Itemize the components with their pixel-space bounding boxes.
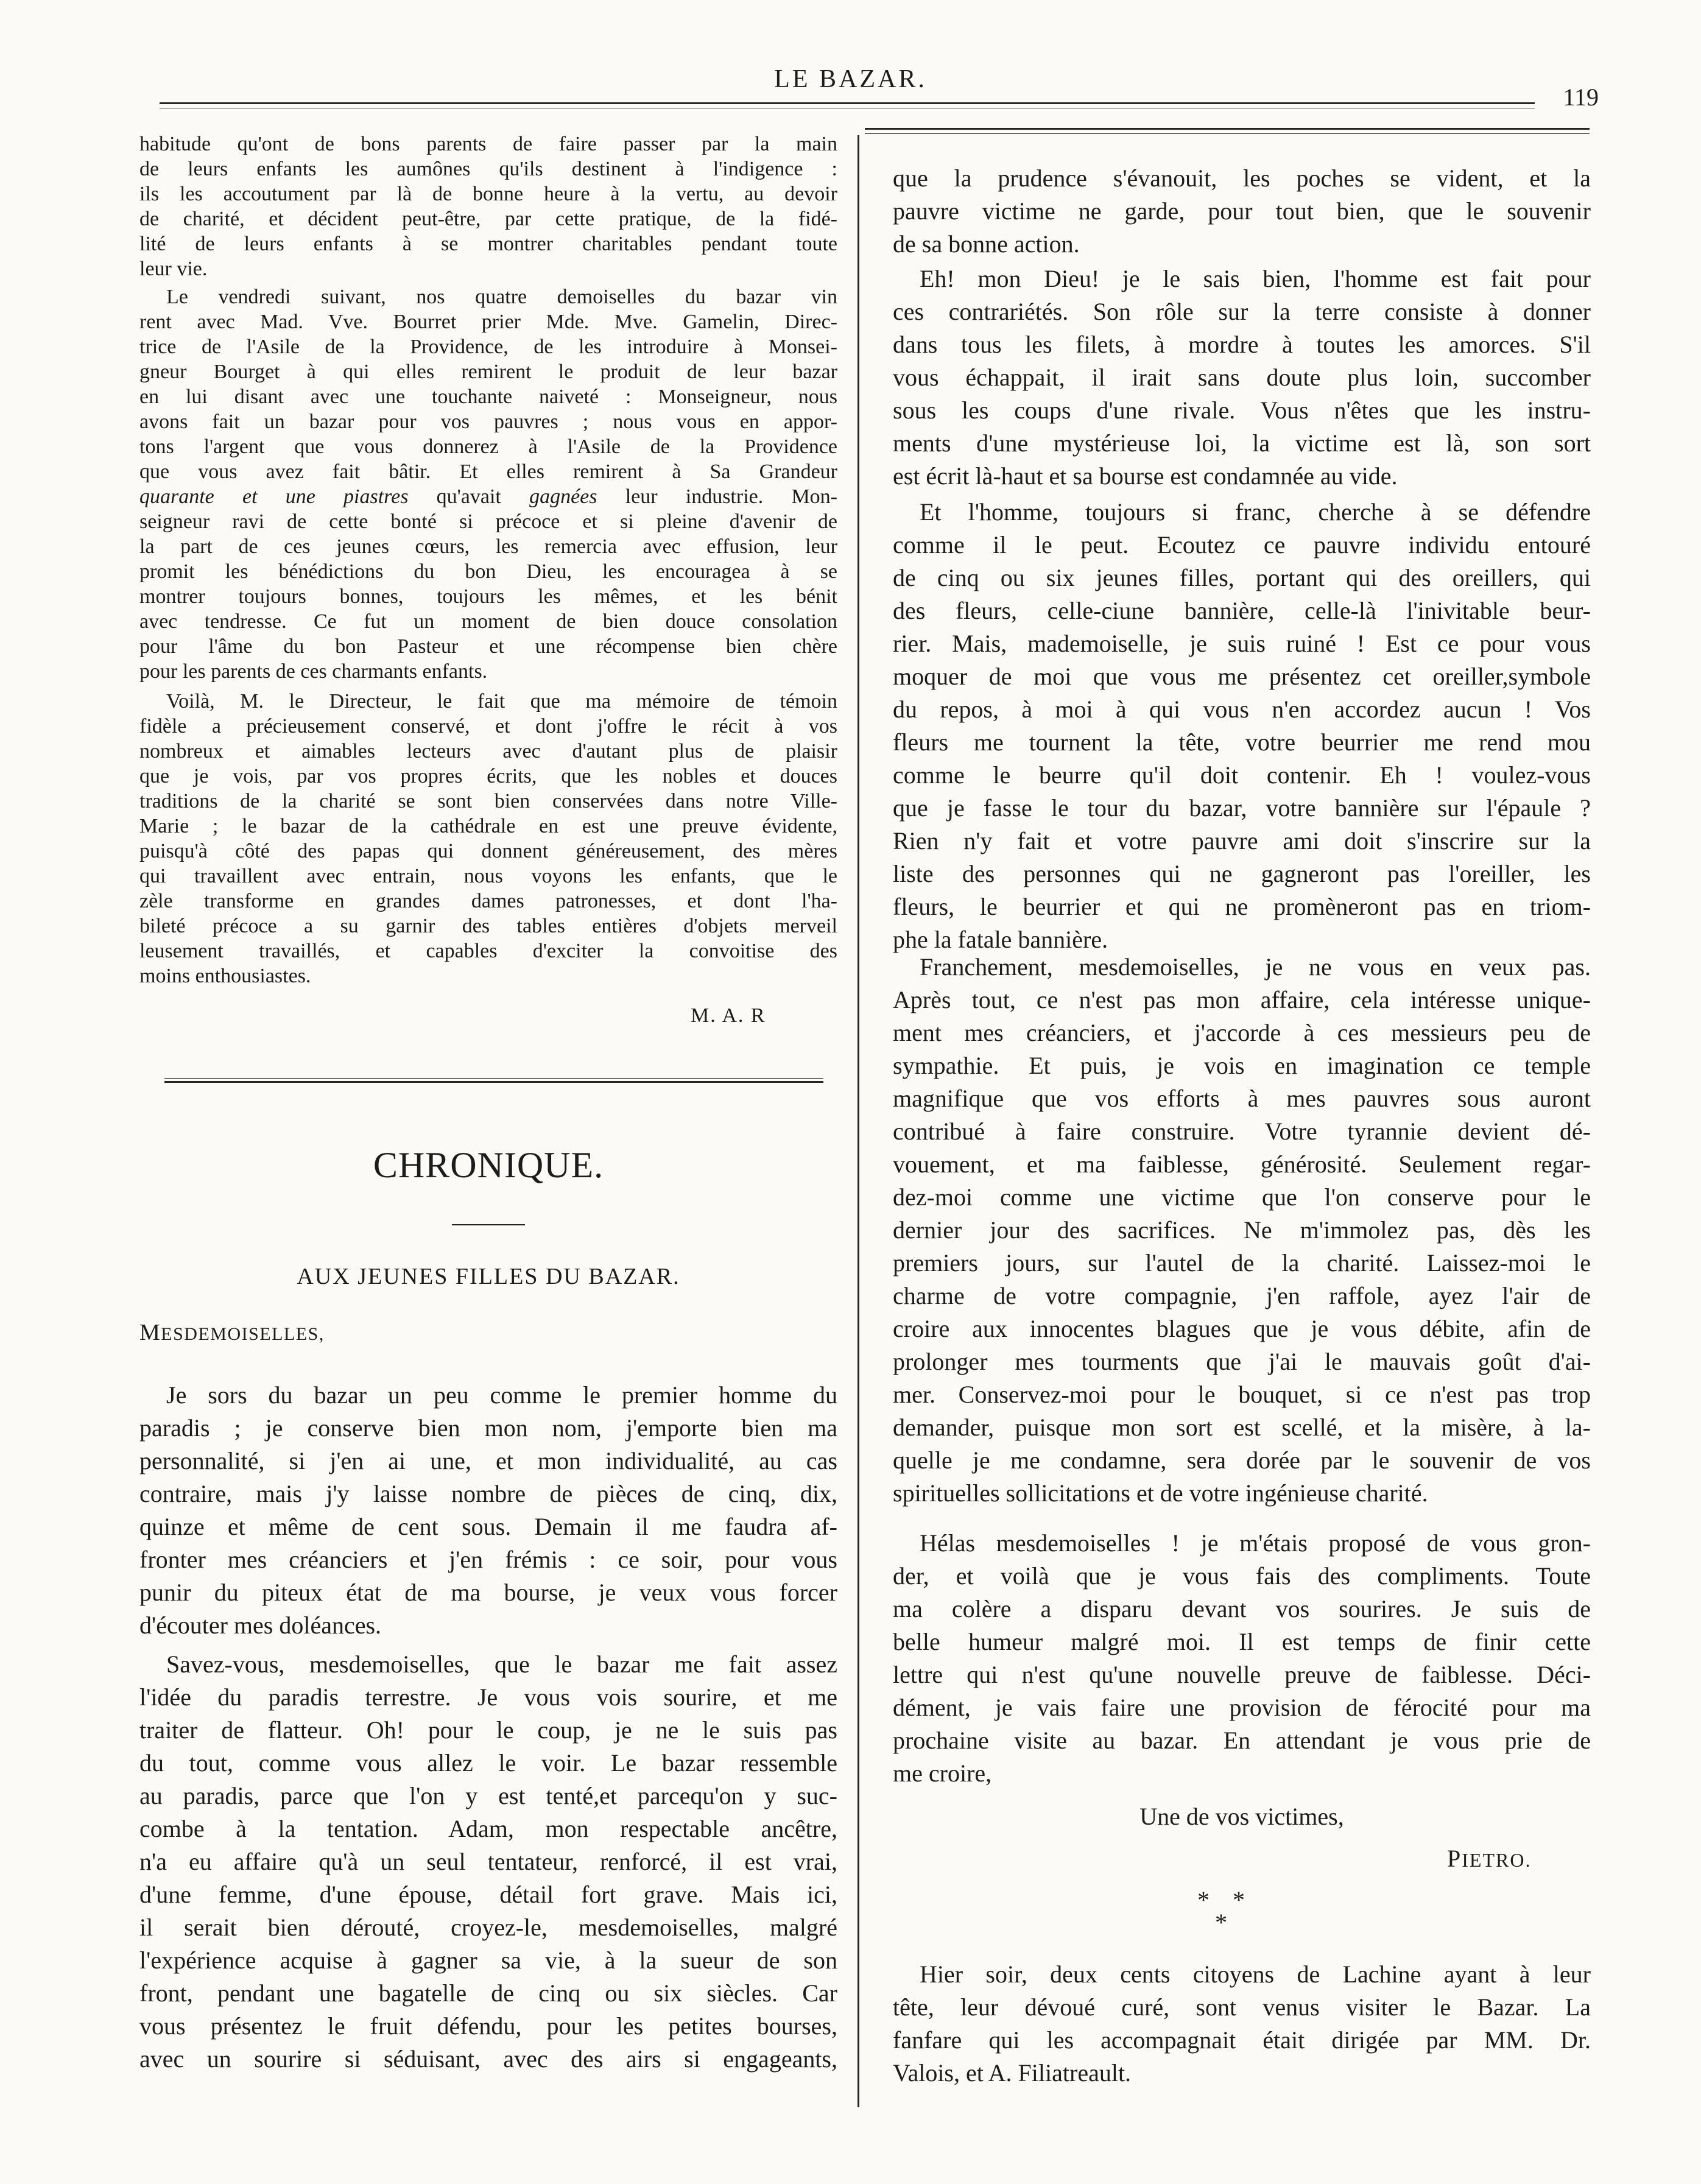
text-line: fronter mes créanciers et j'en frémis : ce soir, pour vous — [139, 1546, 837, 1573]
text-line: moins enthousiastes. — [139, 965, 311, 987]
text-line: croire aux innocentes blagues que je vous débite, afin de — [893, 1315, 1591, 1342]
text-line: la part de ces jeunes cœurs, les remercia avec effusion, leur — [139, 535, 837, 558]
text-line: que je vois, par vos propres écrits, que les nobles et douces — [139, 765, 837, 787]
text-line: charme de votre compagnie, j'en raffole, ayez l'air de — [893, 1282, 1591, 1309]
text-line: front, pendant une bagatelle de cinq ou six siècles. Car — [139, 1979, 837, 2007]
text-line: promit les bénédictions du bon Dieu, les encouragea à se — [139, 560, 837, 583]
title-underline — [452, 1224, 525, 1225]
text-line: l'idée du paradis terrestre. Je vous vois sourire, et me — [139, 1683, 837, 1711]
text-line: leusement travaillés, et capables d'exciter la convoitise des — [139, 940, 837, 962]
text-line: Franchement, mesdemoiselles, je ne vous en veux pas. — [920, 953, 1591, 981]
text-line: de cinq ou six jeunes filles, portant qui des oreillers, qui — [893, 564, 1591, 591]
text-line: der, et voilà que je vous fais des compliments. Toute — [893, 1562, 1591, 1590]
text-line: tons l'argent que vous donnerez à l'Asile de la Providence — [139, 435, 837, 458]
text-line: que la prudence s'évanouit, les poches se vident, et la — [893, 164, 1591, 192]
text-line: leur vie. — [139, 258, 208, 280]
text-line: Marie ; le bazar de la cathédrale en est une preuve évidente, — [139, 815, 837, 837]
text-run: leur industrie. Mon- — [597, 485, 838, 508]
text-line: pour les parents de ces charmants enfants. — [139, 660, 488, 683]
text-line: magnifique que vos efforts à mes pauvres sous auront — [893, 1085, 1591, 1112]
text-line: au paradis, parce que l'on y est tenté,et parcequ'on y suc- — [139, 1782, 837, 1809]
header-rule — [160, 102, 1535, 104]
text-line: Et l'homme, toujours si franc, cherche à se défendre — [920, 498, 1591, 526]
text-line: sympathie. Et puis, je vois en imagination ce temple — [893, 1052, 1591, 1079]
text-line: liste des personnes qui ne gagneront pas l'oreiller, les — [893, 860, 1591, 887]
text-line: rier. Mais, mademoiselle, je suis ruiné ! Est ce pour vous — [893, 630, 1591, 657]
text-line: que je fasse le tour du bazar, votre bannière sur l'épaule ? — [893, 794, 1591, 822]
header-rule-right — [865, 128, 1590, 130]
text-line: dernier jour des sacrifices. Ne m'immolez pas, dès les — [893, 1216, 1591, 1244]
text-line: du tout, comme vous allez le voir. Le bazar ressemble — [139, 1749, 837, 1777]
column-divider — [858, 135, 859, 2107]
text-line: Eh! mon Dieu! je le sais bien, l'homme est fait pour — [920, 265, 1591, 292]
text-line: du repos, à moi à qui vous n'en accordez aucun ! Vos — [893, 696, 1591, 723]
text-line: bileté précoce a su garnir des tables entières d'objets merveil — [139, 915, 837, 937]
text-line: vous présentez le fruit défendu, pour les petites bourses, — [139, 2012, 837, 2040]
text-line: combe à la tentation. Adam, mon respectable ancêtre, — [139, 1815, 837, 1842]
text-line: ment mes créanciers, et j'accorde à ces messieurs peu de — [893, 1019, 1591, 1046]
text-line — [139, 484, 837, 509]
text-line: phe la fatale bannière. — [893, 926, 1108, 953]
newspaper-title: LE BAZAR. — [774, 65, 927, 93]
section-rule-thick — [164, 1081, 823, 1083]
text-line: trice de l'Asile de la Providence, de les introduire à Monsei- — [139, 336, 837, 358]
text-line: que vous avez fait bâtir. Et elles remirent à Sa Grandeur — [139, 460, 837, 483]
text-line: dément, je vais faire une provision de férocité pour ma — [893, 1694, 1591, 1721]
text-line: est écrit là-haut et sa bourse est condamnée au vide. — [893, 462, 1398, 490]
text-line: seigneur ravi de cette bonté si précoce et si pleine d'avenir de — [139, 510, 837, 533]
text-line: de sa bonne action. — [893, 230, 1080, 258]
text-line: paradis ; je conserve bien mon nom, j'emporte bien ma — [139, 1414, 837, 1442]
text-line: quinze et même de cent sous. Demain il me faudra af- — [139, 1513, 837, 1540]
text-line: nombreux et aimables lecteurs avec d'autant plus de plaisir — [139, 740, 837, 763]
text-line: ces contrariétés. Son rôle sur la terre consiste à donner — [893, 298, 1591, 325]
text-line: de leurs enfants les aumônes qu'ils destinent à l'indigence : — [139, 158, 837, 180]
text-line: Hier soir, deux cents citoyens de Lachine ayant à leur — [920, 1960, 1591, 1988]
text-line: l'expérience acquise à gagner sa vie, à la sueur de son — [139, 1946, 837, 1974]
text-line: qui travaillent avec entrain, nous voyons les enfants, que le — [139, 865, 837, 887]
author-signature: PIETRO. — [1447, 1845, 1532, 1872]
text-line: moquer de moi que vous me présentez cet oreiller,symbole — [893, 663, 1591, 690]
text-line: quelle je me condamne, sera dorée par le souvenir de vos — [893, 1446, 1591, 1474]
italic-text: quarante et une piastres — [139, 485, 409, 508]
text-line: traiter de flatteur. Oh! pour le coup, je ne le suis pas — [139, 1716, 837, 1744]
text-line: avec tendresse. Ce fut un moment de bien douce consolation — [139, 610, 837, 633]
chronique-paragraph — [893, 262, 1591, 493]
text-line: montrer toujours bonnes, toujours les mêmes, et les bénit — [139, 585, 837, 608]
text-line: rent avec Mad. Vve. Bourret prier Mde. Mve. Gamelin, Direc- — [139, 311, 837, 333]
text-line: lettre qui n'est qu'une nouvelle preuve de faiblesse. Déci- — [893, 1661, 1591, 1688]
text-line: Voilà, M. le Directeur, le fait que ma mémoire de témoin — [166, 690, 837, 713]
text-line: Je sors du bazar un peu comme le premier homme du — [166, 1381, 837, 1409]
text-line: d'écouter mes doléances. — [139, 1612, 382, 1639]
text-line: ils les accoutument par là de bonne heure à la vertu, au devoir — [139, 183, 837, 205]
text-line: demander, puisque mon sort est scellé, et la misère, à la- — [893, 1414, 1591, 1441]
asterism-top: * * — [1197, 1886, 1245, 1914]
chronique-paragraph — [139, 1648, 837, 2076]
text-line: traditions de la charité se sont bien conservées dans notre Ville- — [139, 790, 837, 812]
text-line: Rien n'y fait et votre pauvre ami doit s'inscrire sur la — [893, 827, 1591, 854]
text-line: tête, leur dévoué curé, sont venus visiter le Bazar. La — [893, 1993, 1591, 2021]
text-line: Hélas mesdemoiselles ! je m'étais proposé de vous gron- — [920, 1529, 1591, 1557]
text-line: comme il le peut. Ecoutez ce pauvre individu entouré — [893, 531, 1591, 558]
text-run: qu'avait — [408, 485, 530, 508]
text-line: personnalité, si j'en ai une, et mon individualité, au cas — [139, 1447, 837, 1474]
text-line: contraire, mais j'y laisse nombre de pièces de cinq, dix, — [139, 1480, 837, 1507]
text-line: avec un sourire si séduisant, avec des airs si engageants, — [139, 2045, 837, 2073]
section-rule — [164, 1078, 823, 1079]
text-line: Après tout, ce n'est pas mon affaire, cela intéresse unique- — [893, 986, 1591, 1013]
text-line: fleurs, le beurrier et qui ne promèneront pas en triom- — [893, 893, 1591, 920]
text-line: belle humeur malgré moi. Il est temps de finir cette — [893, 1628, 1591, 1655]
text-line: Le vendredi suivant, nos quatre demoiselles du bazar vin — [166, 286, 837, 308]
text-line: puisqu'à côté des papas qui donnent généreusement, des mères — [139, 840, 837, 862]
letter-paragraph — [139, 689, 837, 988]
text-line: contribué à faire construire. Votre tyrannie devient dé- — [893, 1118, 1591, 1145]
text-line: sous les coups d'une rivale. Vous n'êtes que les instru- — [893, 396, 1591, 424]
text-line: spirituelles sollicitations et de votre ingénieuse charité. — [893, 1479, 1428, 1507]
letter-closing: Une de vos victimes, — [1139, 1803, 1344, 1830]
section-subtitle: AUX JEUNES FILLES DU BAZAR. — [297, 1264, 680, 1289]
asterism-bottom: * — [1215, 1909, 1227, 1936]
chronique-paragraph — [893, 496, 1591, 956]
letter-paragraph — [139, 132, 837, 281]
text-line: de charité, et décident peut-être, par cette pratique, de la fidé- — [139, 208, 837, 230]
text-line: en lui disant avec une touchante naiveté : Monseigneur, nous — [139, 386, 837, 408]
letter-paragraph — [139, 284, 837, 684]
text-line: pour l'âme du bon Pasteur et une récompense bien chère — [139, 635, 837, 658]
text-line: premiers jours, sur l'autel de la charité. Laissez-moi le — [893, 1249, 1591, 1277]
text-line: fanfare qui les accompagnait était dirigée par MM. Dr. — [893, 2026, 1591, 2054]
text-line: prolonger mes tourments que j'ai le mauvais goût d'ai- — [893, 1348, 1591, 1375]
text-line: ments d'une mystérieuse loi, la victime est là, son sort — [893, 429, 1591, 457]
italic-text: gagnées — [529, 485, 597, 508]
text-line: Valois, et A. Filiatreault. — [893, 2059, 1132, 2087]
text-line: Savez-vous, mesdemoiselles, que le bazar me fait assez — [166, 1650, 837, 1678]
text-line: prochaine visite au bazar. En attendant je vous prie de — [893, 1727, 1591, 1754]
text-line: vouement, et ma faiblesse, générosité. Seulement regar- — [893, 1150, 1591, 1178]
text-line: lité de leurs enfants à se montrer charitables pendant toute — [139, 233, 837, 255]
text-line: vous échappait, il irait sans doute plus loin, succomber — [893, 364, 1591, 391]
text-line: fleurs me tournent la tête, votre beurrier me rend mou — [893, 728, 1591, 756]
letter-signature: M. A. R — [691, 1004, 766, 1027]
text-line: zèle transforme en grandes dames patronesses, et dont l'ha- — [139, 890, 837, 912]
text-line: avons fait un bazar pour vos pauvres ; nous vous en appor- — [139, 410, 837, 433]
text-line: gneur Bourget à qui elles remirent le produit de leur bazar — [139, 361, 837, 383]
text-line: n'a eu affaire qu'à un seul tentateur, renforcé, il est vrai, — [139, 1848, 837, 1875]
text-line: mer. Conservez-moi pour le bouquet, si ce n'est pas trop — [893, 1381, 1591, 1408]
chronique-paragraph — [893, 951, 1591, 1510]
text-line: comme le beurre qu'il doit contenir. Eh ! voulez-vous — [893, 761, 1591, 789]
text-line: d'une femme, d'une épouse, détail fort grave. Mais ici, — [139, 1881, 837, 1908]
text-line: dez-moi comme une victime que l'on conserve pour le — [893, 1183, 1591, 1211]
news-paragraph — [893, 1958, 1591, 2090]
text-line: il serait bien dérouté, croyez-le, mesdemoiselles, malgré — [139, 1914, 837, 1941]
text-line: fidèle a précieusement conservé, et dont j'offre le récit à vos — [139, 715, 837, 738]
text-line: habitude qu'ont de bons parents de faire passer par la main — [139, 133, 837, 155]
text-line: dans tous les filets, à mordre à toutes les amorces. S'il — [893, 331, 1591, 358]
header-rule-right-thin — [865, 133, 1590, 134]
text-line: des fleurs, celle-ciune bannière, celle-là l'inivitable beur- — [893, 597, 1591, 624]
text-line: me croire, — [893, 1760, 992, 1787]
chronique-paragraph — [893, 162, 1591, 261]
chronique-paragraph — [139, 1379, 837, 1642]
chronique-paragraph — [893, 1527, 1591, 1790]
text-line: ma colère a disparu devant vos sourires. Je suis de — [893, 1595, 1591, 1622]
salutation: MESDEMOISELLES, — [139, 1320, 325, 1345]
text-line: pauvre victime ne garde, pour tout bien, que le souvenir — [893, 197, 1591, 225]
section-title: CHRONIQUE. — [373, 1145, 604, 1185]
page-number: 119 — [1563, 83, 1599, 111]
text-line: punir du piteux état de ma bourse, je veux vous forcer — [139, 1579, 837, 1606]
